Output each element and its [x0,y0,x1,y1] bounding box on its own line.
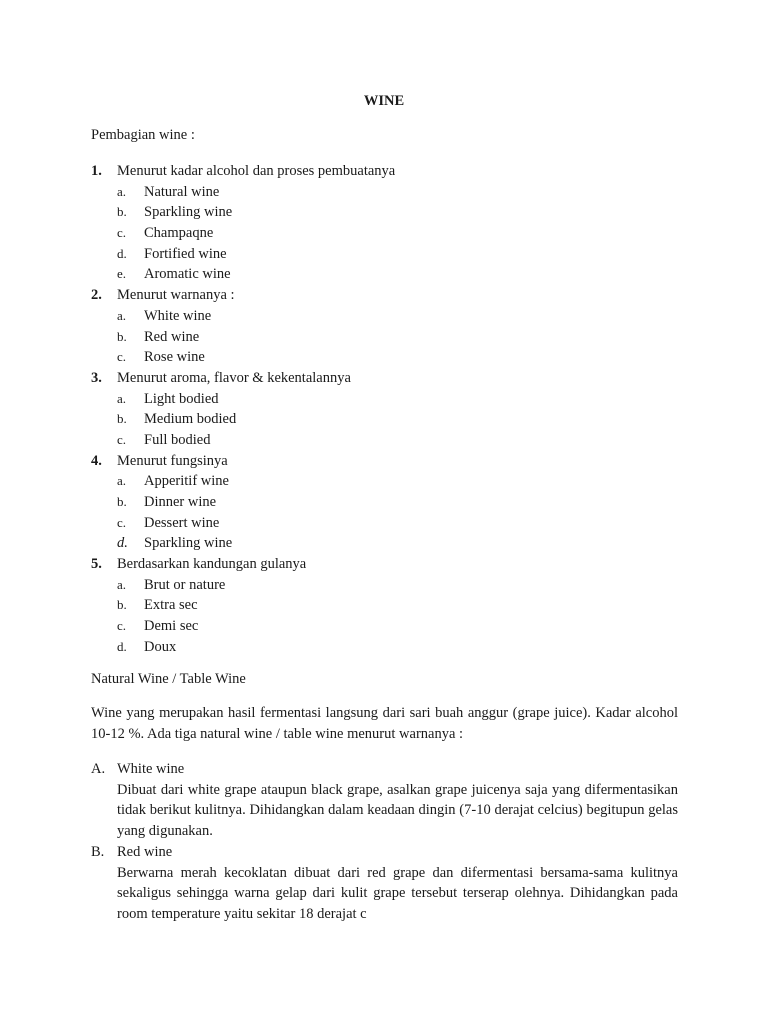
subcategory-item [91,327,691,348]
subcategory-text: Aromatic wine [144,266,231,283]
category-item [91,285,691,306]
subcategory-text: Doux [144,638,177,655]
subcategory-text: Sparkling wine [144,204,233,221]
subcategory-text: Full bodied [144,431,211,448]
category-label: Menurut fungsinya [117,452,228,469]
subcategory-letter: a. [117,183,127,199]
subcategory-letter: a. [117,473,127,489]
subcategory-item [91,264,691,285]
wine-type-marker: B. [91,843,105,860]
subcategory-text: Medium bodied [144,411,237,428]
subcategory-letter: c. [117,349,127,365]
subcategory-item [91,533,691,554]
subcategory-item [91,471,691,492]
subcategory-item [91,244,691,265]
category-label: Menurut aroma, flavor & kekentalannya [117,369,351,386]
section-paragraph: Wine yang merupakan hasil fermentasi langsung dari sari buah anggur (grape juice). Kadar alcohol 10-12 %. Ada tiga natural wine / table wine menurut warnanya : [91,705,678,742]
subcategory-letter: c. [117,514,127,530]
category-label: Berdasarkan kandungan gulanya [117,556,307,573]
subcategory-item [91,595,691,616]
subcategory-letter: b. [117,494,127,509]
category-number: 5. [91,556,102,573]
subcategory-letter: c. [117,225,127,241]
wine-type-marker: A. [91,761,106,777]
subcategory-text: Light bodied [144,390,219,407]
subcategory-text: Natural wine [144,183,220,200]
intro-text: Pembagian wine : [91,127,195,143]
subcategory-text: Champaqne [144,225,214,242]
subcategory-item [91,637,691,658]
category-label: Menurut kadar alcohol dan proses pembuatanya [117,163,396,179]
wine-type-description: Dibuat dari white grape ataupun black grape, asalkan grape juicenya saja yang difermentasikan tidak berikut kulitnya. Dihidangkan dalam keadaan dingin (7-10 derajat celcius) begitupun gelas yang digunakan. [117,781,678,840]
category-number: 4. [91,452,102,469]
subcategory-text: Sparkling wine [144,535,233,552]
category-item [91,368,691,389]
subcategory-item [91,575,691,596]
category-number: 3. [91,369,102,386]
wine-type-title: White wine [117,761,185,777]
subcategory-letter: b. [117,328,127,344]
category-number: 1. [91,163,102,179]
subcategory-letter: e. [117,266,127,282]
subcategory-item [91,306,691,327]
subcategory-letter: a. [117,307,127,323]
subcategory-letter: c. [117,618,127,634]
subcategory-item [91,430,691,451]
subcategory-letter: c. [117,431,127,447]
subcategory-letter: d. [117,245,127,261]
category-item [91,451,691,472]
subcategory-text: Demi sec [144,618,199,635]
section-heading: Natural Wine / Table Wine [91,671,246,687]
subcategory-letter: d. [117,535,128,552]
subcategory-letter: d. [117,638,127,654]
wine-type-item [91,759,678,842]
subcategory-item [91,347,691,368]
subcategory-item [91,202,691,223]
wine-types-list [91,759,678,925]
subcategory-text: Brut or nature [144,576,226,593]
category-item [91,161,691,182]
wine-type-title: Red wine [117,843,173,860]
category-list [91,161,691,658]
subcategory-item [91,409,691,430]
subcategory-text: Extra sec [144,597,198,614]
subcategory-item [91,616,691,637]
subcategory-text: Dessert wine [144,514,220,531]
subcategory-letter: a. [117,390,127,406]
category-label: Menurut warnanya : [117,287,235,304]
wine-type-item [91,842,678,925]
subcategory-item [91,182,691,203]
subcategory-text: White wine [144,307,212,324]
subcategory-text: Dinner wine [144,494,217,510]
subcategory-letter: b. [117,204,127,220]
wine-type-description: Berwarna merah kecoklatan dibuat dari red grape dan difermentasi bersama-sama kulitnya sekaligus sehingga warna gelap dari kulit grape tersebut terserap olehnya. Dihidangkan pada room temperature yaitu sekitar 18 derajat c [117,864,678,922]
subcategory-item [91,513,691,534]
subcategory-item [91,492,691,513]
subcategory-text: Fortified wine [144,245,227,262]
subcategory-letter: b. [117,597,127,613]
category-item [91,554,691,575]
subcategory-text: Red wine [144,328,200,345]
subcategory-letter: a. [117,576,127,592]
subcategory-item [91,389,691,410]
subcategory-text: Apperitif wine [144,473,229,490]
page-title: WINE [363,93,405,109]
category-number: 2. [91,287,102,304]
subcategory-text: Rose wine [144,349,205,366]
subcategory-item [91,223,691,244]
subcategory-letter: b. [117,411,127,427]
